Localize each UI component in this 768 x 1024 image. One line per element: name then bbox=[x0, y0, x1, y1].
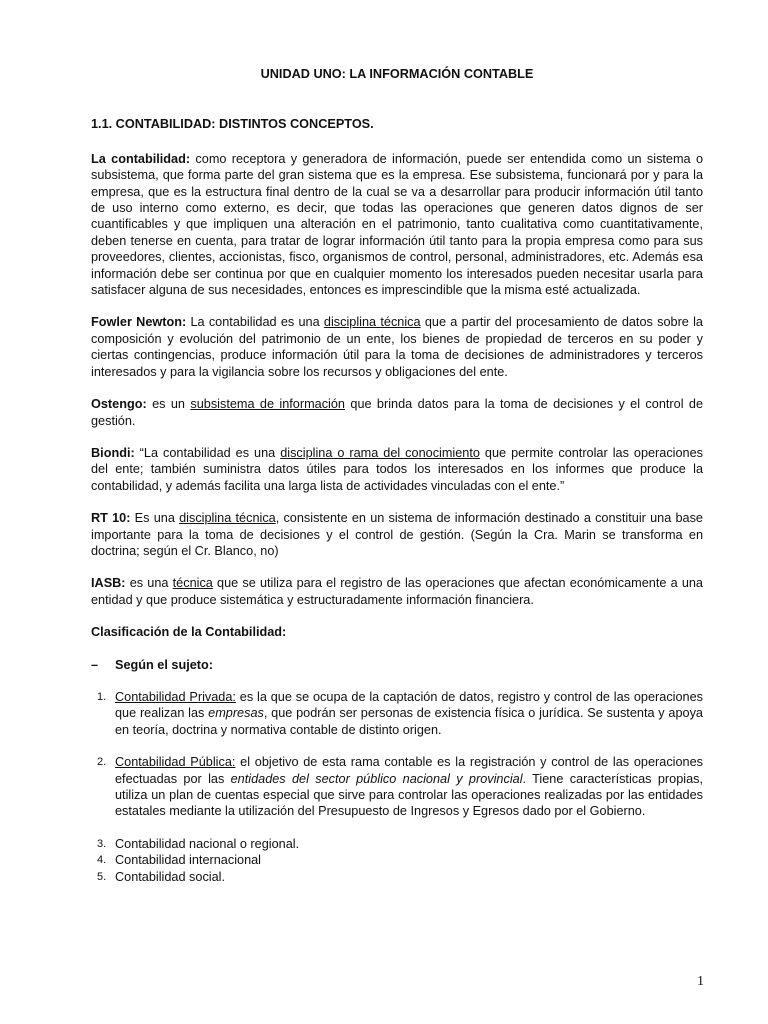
dash-item-text: Según el sujeto: bbox=[115, 657, 213, 672]
list-item-text: el objetivo de esta rama contable es la registración y control de las operaciones efectuadas por las bbox=[115, 755, 703, 786]
paragraph-iasb bbox=[91, 575, 703, 608]
list-item-body bbox=[115, 689, 703, 738]
list-item-text: . Tiene características propias, utiliza un plan de cuentas especial que sirve para controlar las operaciones realizadas por las entidades estatales mediante la utilización del Presupuesto de Ingresos y Egresos dado por el Gobierno. bbox=[115, 771, 703, 819]
list-item bbox=[91, 869, 703, 885]
underlined-concept: disciplina o rama del conocimiento bbox=[280, 445, 480, 460]
page-number: 1 bbox=[697, 974, 704, 989]
underlined-concept: técnica bbox=[172, 576, 213, 591]
paragraph-la-contabilidad bbox=[91, 151, 703, 299]
list-number: 4. bbox=[97, 854, 107, 867]
section-heading: 1.1. CONTABILIDAD: DISTINTOS CONCEPTOS. bbox=[91, 117, 374, 132]
list-item bbox=[91, 754, 703, 820]
paragraph-ostengo bbox=[91, 396, 703, 429]
numbered-list bbox=[91, 689, 703, 820]
document-page bbox=[91, 66, 703, 885]
paragraph-rt10 bbox=[91, 510, 703, 559]
list-item bbox=[91, 852, 703, 868]
term-label: La contabilidad: bbox=[91, 151, 191, 166]
dash-bullet: – bbox=[91, 657, 99, 672]
paragraph-fowler-newton bbox=[91, 314, 703, 380]
paragraph-text: “La contabilidad es una bbox=[134, 445, 281, 460]
term-label: IASB: bbox=[91, 576, 126, 591]
list-item-text: Contabilidad social. bbox=[115, 869, 226, 884]
list-item-text: es la que se ocupa de la captación de datos, registro y control de las operaciones que realizan las bbox=[115, 689, 703, 721]
list-item bbox=[91, 836, 703, 852]
list-number: 1. bbox=[97, 690, 107, 703]
paragraph-text: es una bbox=[125, 576, 173, 591]
document-title: UNIDAD UNO: LA INFORMACIÓN CONTABLE bbox=[260, 67, 534, 81]
list-number: 3. bbox=[97, 837, 107, 850]
paragraph-text: Es una bbox=[130, 511, 180, 526]
list-item-text: , que podrán ser personas de existencia física o jurídica. Se sustenta y apoya en teoría, doctrina y normativa contable de distinto origen. bbox=[115, 706, 703, 737]
paragraph-text: , consistente en un sistema de información destinado a constituir una base importante para la toma de decisiones y el control de gestión. (Según la Cra. Marin se transforma en doctrina; según el Cr. Blanco, no) bbox=[91, 511, 703, 558]
term-label: Biondi: bbox=[91, 445, 135, 460]
term-label: Ostengo: bbox=[91, 397, 147, 412]
underlined-term: Contabilidad Pública: bbox=[115, 755, 236, 770]
paragraph-text: que brinda datos para la toma de decisiones y el control de gestión. bbox=[91, 397, 704, 428]
list-item-text: Contabilidad nacional o regional. bbox=[115, 836, 300, 851]
dash-list-item bbox=[91, 657, 703, 673]
underlined-concept: disciplina técnica bbox=[323, 315, 421, 330]
list-number: 5. bbox=[97, 870, 107, 883]
list-item-text: Contabilidad internacional bbox=[115, 853, 262, 868]
underlined-concept: subsistema de información bbox=[190, 397, 345, 412]
paragraph-biondi bbox=[91, 445, 703, 494]
paragraph-text: que a partir del procesamiento de datos sobre la composición y evolución del patrimonio de un ente, los bienes de propiedad de terceros en su poder y ciertas contingencias, produce información útil para la toma de decisiones de administradores y terceros interesados y para la vigilancia sobre los recursos y obligaciones del ente. bbox=[91, 315, 703, 379]
paragraph-text: que se utiliza para el registro de las operaciones que afectan económicamente a una entidad y que produce sistemática y estructuradamente información financiera. bbox=[91, 576, 703, 607]
list-item bbox=[91, 689, 703, 738]
term-label: RT 10: bbox=[91, 511, 131, 526]
paragraph-text: La contabilidad es una bbox=[186, 315, 324, 330]
paragraph-text: que permite controlar las operaciones del ente; también suministra datos útiles para todos los interesados en los informes que produce la contabilidad, y además facilita una larga lista de actividades vinculadas con el ente.” bbox=[91, 445, 704, 493]
underlined-concept: disciplina técnica bbox=[179, 511, 276, 526]
underlined-term: Contabilidad Privada: bbox=[115, 689, 236, 704]
list-number: 2. bbox=[97, 756, 107, 769]
list-item-body bbox=[115, 754, 703, 820]
classification-heading: Clasificación de la Contabilidad: bbox=[91, 625, 287, 640]
term-label: Fowler Newton: bbox=[91, 315, 187, 330]
paragraph-text: como receptora y generadora de información, puede ser entendida como un sistema o subsistema, que forma parte del gran sistema que es la empresa. Ese subsistema, funcionará por y para la empresa, que es la estructura final dentro de la cual se va a desarrollar para producir información útil tanto de uso interno como externo, es decir, que todas las operaciones que generen datos dignos de ser cuantificables y que impliquen una alteración en el patrimonio, tanto cualitativa como cuantitativamente, deben tenerse en cuenta, para tratar de lograr información útil tanto para la propia empresa como para sus proveedores, clientes, accionistas, fisco, organismos de control, personal, administradores, etc. Además esa información debe ser continua por que en cualquier momento los interesados pueden necesitar usarla para satisfacer alguna de sus necesidades, entonces es imprescindible que la misma esté actualizada. bbox=[91, 151, 704, 298]
italic-text: entidades del sector público nacional y provincial bbox=[230, 771, 523, 786]
italic-text: empresas bbox=[208, 706, 264, 721]
simple-numbered-list bbox=[91, 836, 703, 885]
paragraph-text: es un bbox=[146, 397, 191, 412]
